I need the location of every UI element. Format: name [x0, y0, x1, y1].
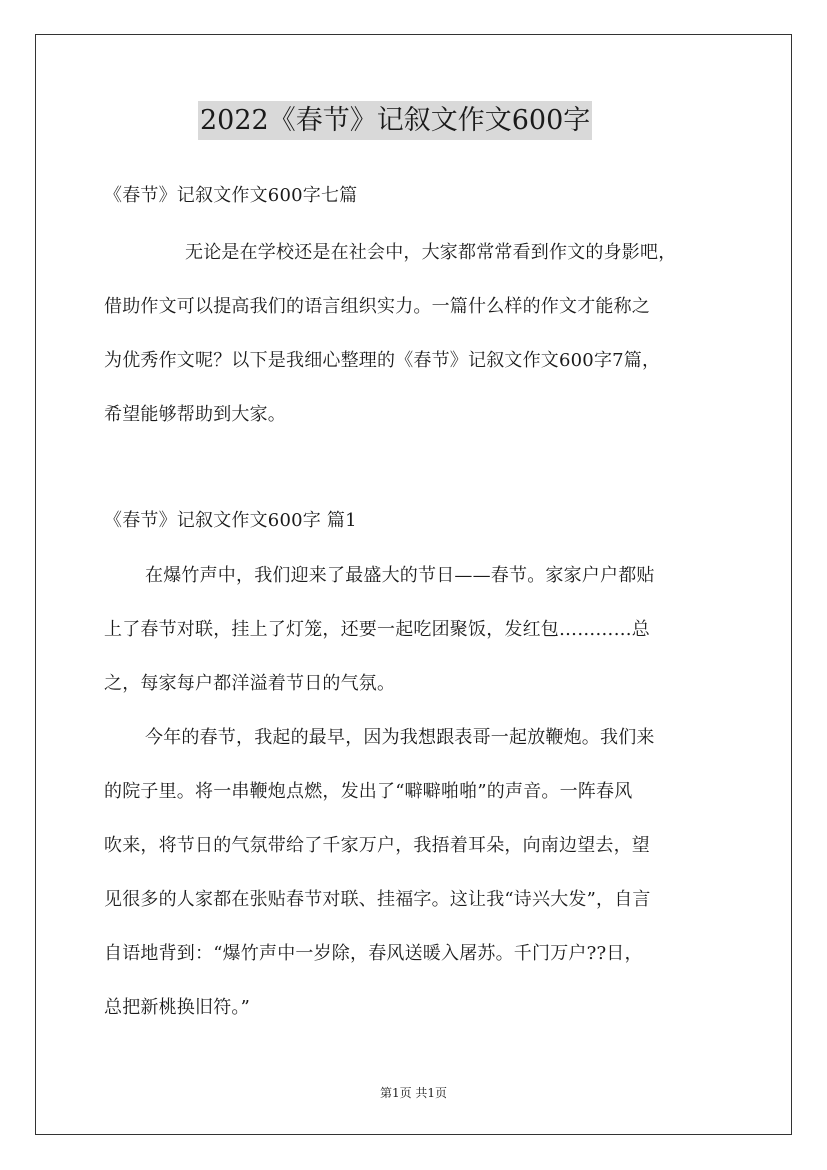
paragraph-line: 在爆竹声中，我们迎来了最盛大的节日——春节。家家户户都贴	[145, 565, 655, 586]
paragraph-line: 今年的春节，我起的最早，因为我想跟表哥一起放鞭炮。我们来	[145, 727, 655, 748]
paragraph-line: 见很多的人家都在张贴春节对联、挂福字。这让我“诗兴大发”，自言	[104, 889, 651, 910]
paragraph-line: 的院子里。将一串鞭炮点燃，发出了“噼噼啪啪”的声音。一阵春风	[104, 781, 633, 802]
paragraph-line: 之，每家每户都洋溢着节日的气氛。	[104, 673, 396, 694]
document-subtitle: 《春节》记叙文作文600字七篇	[104, 185, 358, 206]
document-title: 2022《春节》记叙文作文600字	[198, 101, 592, 140]
intro-line: 借助作文可以提高我们的语言组织实力。一篇什么样的作文才能称之	[104, 296, 650, 317]
section-heading: 《春节》记叙文作文600字 篇1	[104, 510, 357, 531]
paragraph-line: 吹来，将节日的气氛带给了千家万户，我捂着耳朵，向南边望去，望	[104, 835, 650, 856]
intro-line: 为优秀作文呢？以下是我细心整理的《春节》记叙文作文600字7篇，	[104, 350, 661, 371]
page-footer: 第1页 共1页	[379, 1086, 448, 1100]
paragraph-line: 自语地背到：“爆竹声中一岁除，春风送暖入屠苏。千门万户??日，	[104, 943, 643, 964]
intro-line: 无论是在学校还是在社会中，大家都常常看到作文的身影吧，	[185, 242, 677, 263]
paragraph-line: 总把新桃换旧符。”	[104, 997, 251, 1018]
intro-line: 希望能够帮助到大家。	[104, 404, 286, 425]
paragraph-line: 上了春节对联，挂上了灯笼，还要一起吃团聚饭，发红包…………总	[104, 619, 650, 640]
